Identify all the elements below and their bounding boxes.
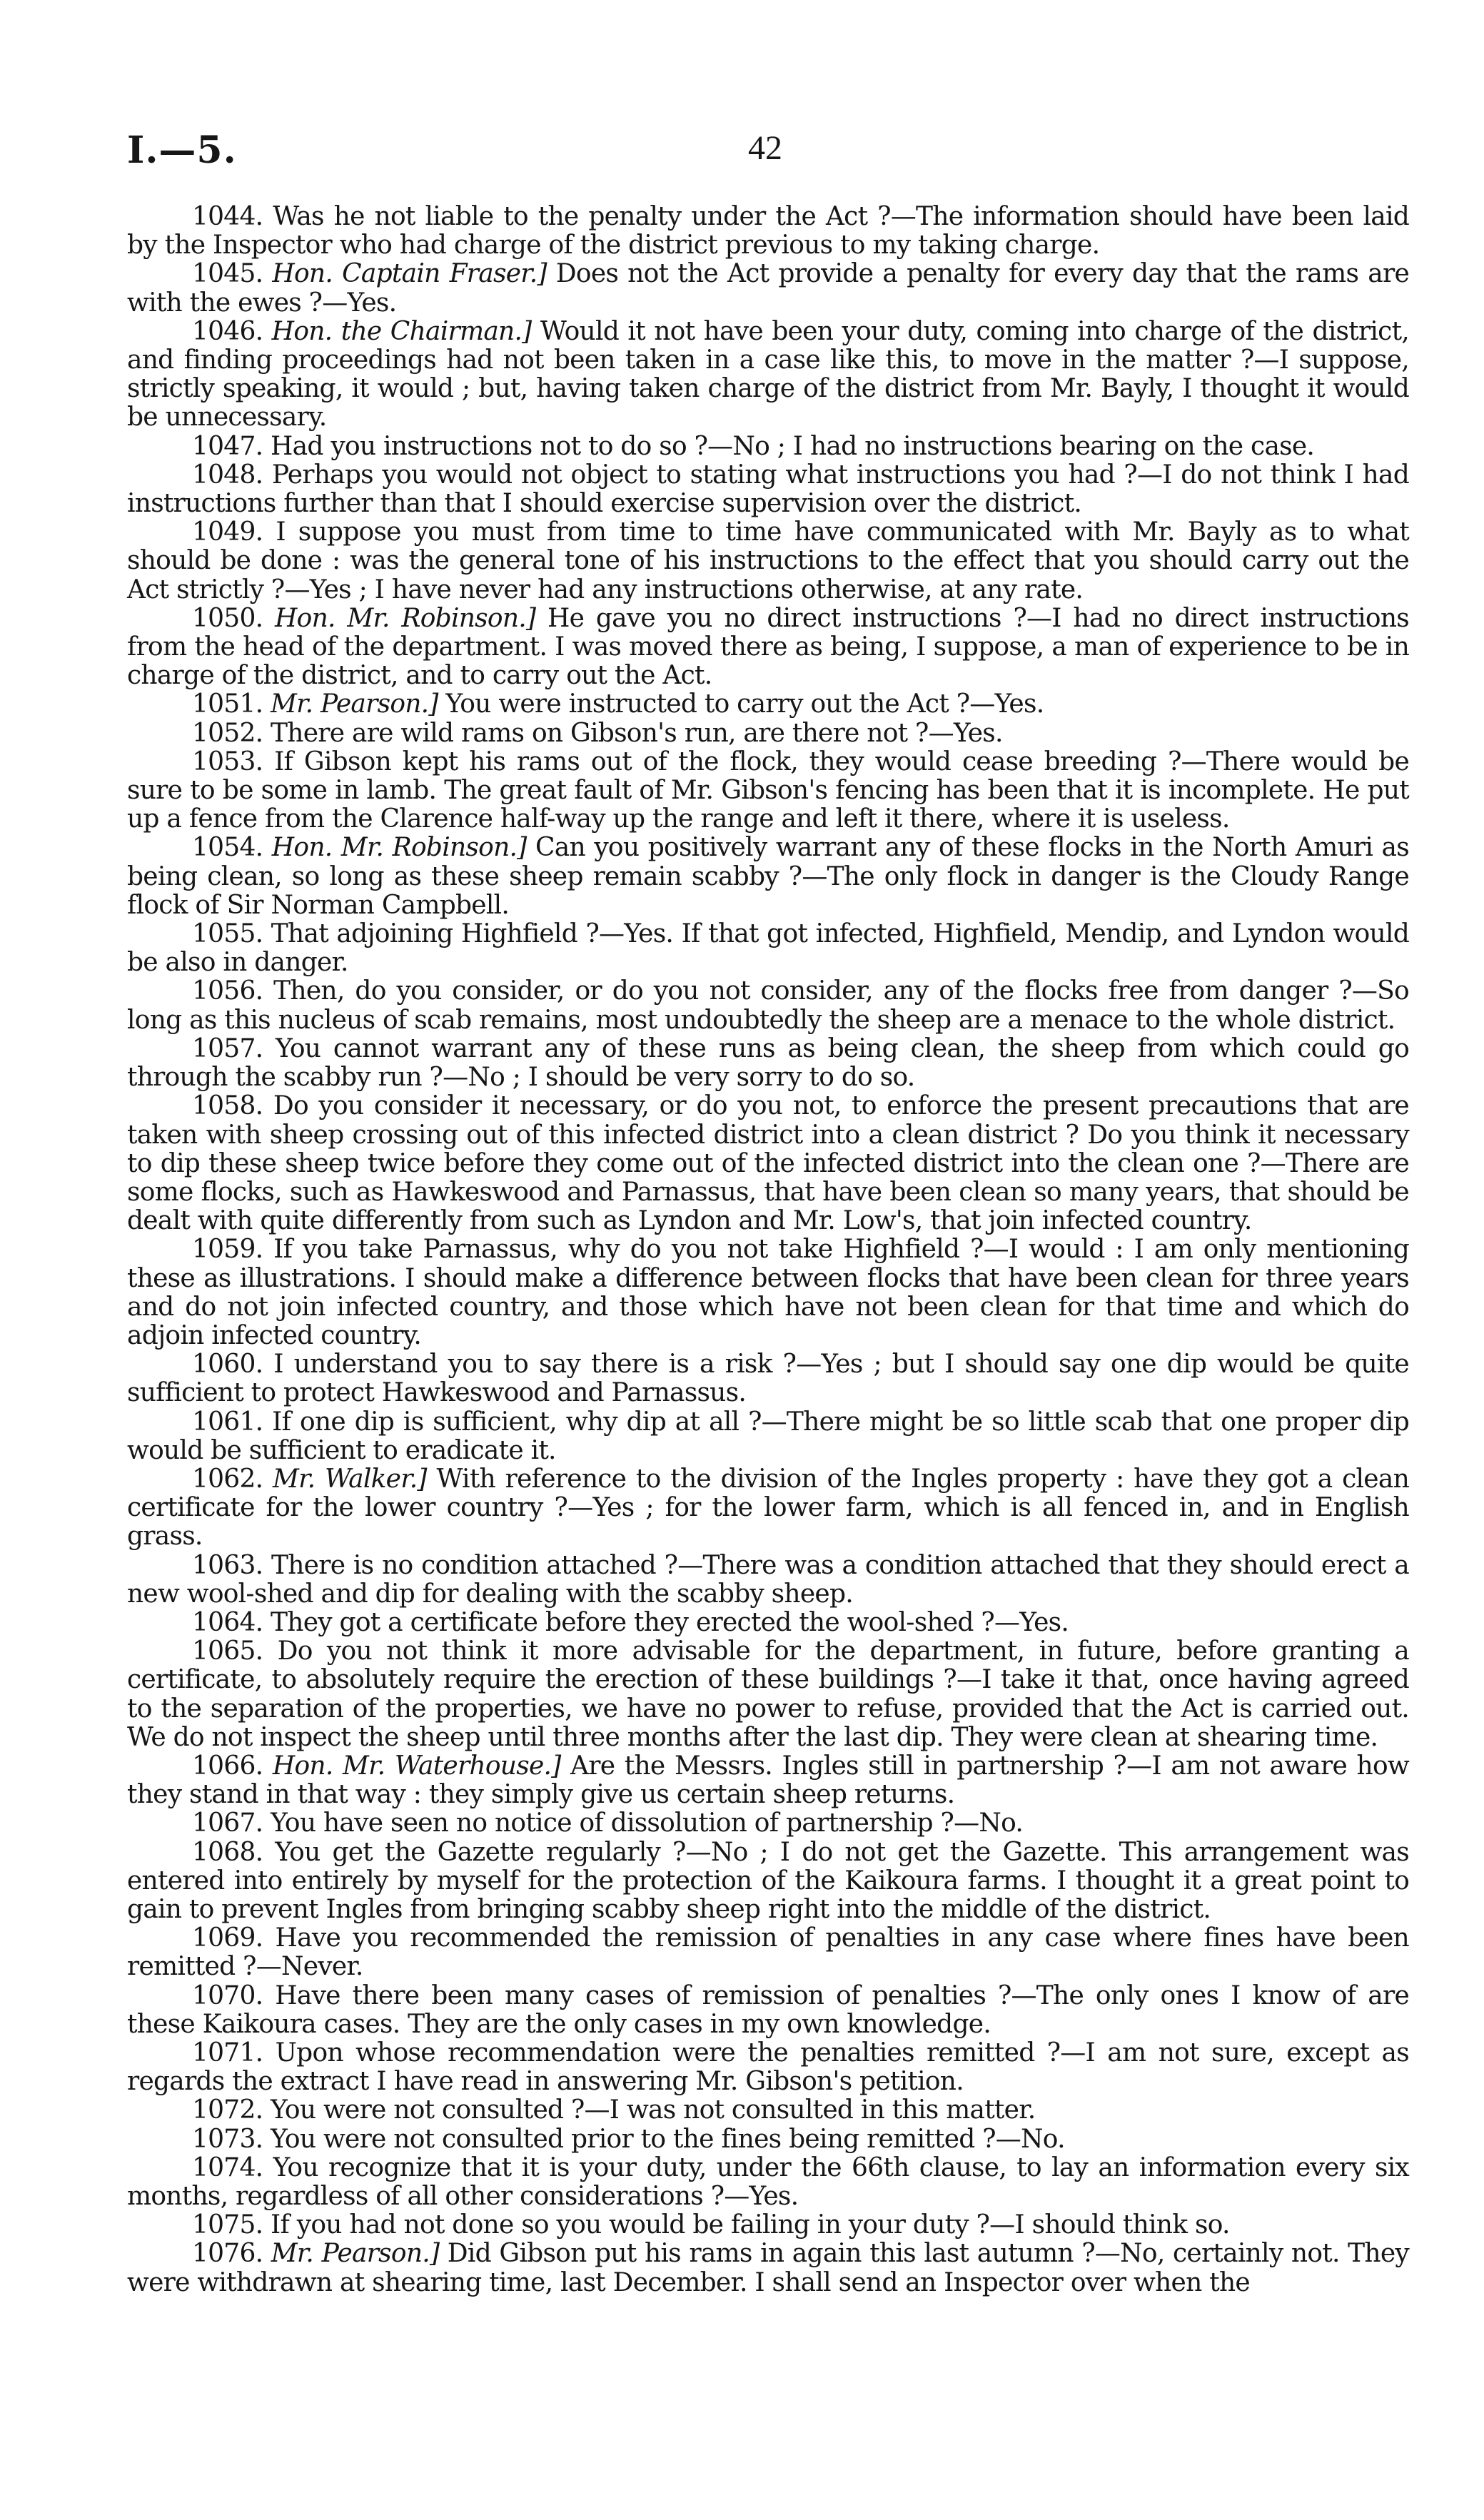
question-answer-text: You were instructed to carry out the Act ?—Yes. — [445, 689, 1044, 719]
question-number: 1045. — [192, 259, 263, 289]
question-number: 1051. — [192, 689, 263, 719]
question-answer-text: If Gibson kept his rams out of the flock, they would cease breeding ?—There would be sure to be some in lamb. The great fault of Mr. Gibson's fencing has been that it is incomplete. He put up a fence from the Clarence half-way up the range and left it there, where it is useless. — [127, 747, 1409, 834]
speaker-name: Hon. Captain Fraser.] — [272, 259, 547, 289]
question-answer-text: Do you not think it more advisable for the department, in future, before granting a certificate, to absolutely require the erection of these buildings ?—I take it that, once having agreed to the separation of the properties, we have no power to refuse, provided that the Act is carried out. We do not inspect the sheep until three months after the last dip. They were clean at shearing time. — [127, 1636, 1410, 1752]
question-number: 1076. — [192, 2239, 263, 2269]
evidence-entry — [127, 1235, 1409, 1350]
evidence-entry — [127, 461, 1409, 518]
evidence-entry — [127, 2125, 1409, 2154]
evidence-entry — [127, 1637, 1409, 1752]
question-answer-text: Perhaps you would not object to stating what instructions you had ?—I do not think I had instructions further than that I should exercise supervision over the district. — [127, 460, 1410, 519]
evidence-entry — [127, 1092, 1409, 1235]
evidence-entry — [127, 2039, 1409, 2096]
evidence-entry — [127, 1982, 1409, 2039]
evidence-entry — [127, 203, 1409, 260]
speaker-name: Hon. Mr. Waterhouse.] — [272, 1751, 561, 1781]
question-number: 1053. — [192, 747, 263, 776]
question-answer-text: There is no condition attached ?—There was a condition attached that they should erect a new wool-shed and dip for dealing with the scabby sheep. — [127, 1550, 1409, 1609]
evidence-entry — [127, 432, 1409, 461]
question-number: 1072. — [192, 2095, 263, 2125]
evidence-entry — [127, 1350, 1409, 1407]
evidence-entry — [127, 318, 1409, 432]
evidence-entry — [127, 2154, 1409, 2211]
evidence-entry — [127, 2240, 1409, 2297]
evidence-entry — [127, 834, 1409, 920]
question-answer-text: With reference to the division of the Ingles property : have they got a clean certificate for the lower country ?—Yes ; for the lower farm, which is all fenced in, and in English grass. — [127, 1464, 1410, 1552]
question-number: 1075. — [192, 2210, 263, 2240]
question-number: 1046. — [192, 316, 263, 346]
question-answer-text: You get the Gazette regularly ?—No ; I do not get the Gazette. This arrangement was entered into entirely by myself for the protection of the Kaikoura farms. I thought it a great point to gain to prevent Ingles from bringing scabby sheep right into the middle of the district. — [127, 1837, 1409, 1924]
question-answer-text: Have there been many cases of remission of penalties ?—The only ones I know of are these Kaikoura cases. They are the only cases in my own knowledge. — [127, 1980, 1409, 2039]
question-number: 1071. — [192, 2038, 263, 2068]
speaker-name: Hon. the Chairman.] — [271, 316, 532, 346]
question-answer-text: You cannot warrant any of these runs as being clean, the sheep from which could go through the scabby run ?—No ; I should be very sorry to do so. — [127, 1033, 1409, 1093]
question-answer-text: Does not the Act provide a penalty for every day that the rams are with the ewes ?—Yes. — [127, 259, 1409, 318]
question-number: 1062. — [192, 1464, 263, 1494]
speaker-name: Mr. Pearson.] — [271, 689, 438, 719]
question-answer-text: You were not consulted ?—I was not consulted in this matter. — [271, 2095, 1036, 2125]
question-number: 1066. — [192, 1751, 263, 1781]
question-number: 1058. — [192, 1091, 263, 1121]
evidence-entry — [127, 920, 1409, 977]
question-number: 1061. — [192, 1407, 263, 1437]
question-number: 1048. — [192, 460, 263, 490]
question-answer-text: Are the Messrs. Ingles still in partnership ?—I am not aware how they stand in that way : they simply give us certain sheep returns. — [127, 1751, 1409, 1810]
question-answer-text: I suppose you must from time to time have communicated with Mr. Bayly as to what should be done : was the general tone of his instructions to the effect that you should carry out the Act strictly ?—Yes ; I have never had any instructions otherwise, at any rate. — [127, 517, 1409, 604]
question-number: 1059. — [192, 1235, 263, 1265]
evidence-entry — [127, 1552, 1409, 1609]
question-number: 1057. — [192, 1033, 263, 1063]
question-answer-text: Upon whose recommendation were the penalties remitted ?—I am not sure, except as regards the extract I have read in answering Mr. Gibson's petition. — [127, 2038, 1409, 2097]
question-answer-text: He gave you no direct instructions ?—I had no direct instructions from the head of the department. I was moved there as being, I suppose, a man of experience to be in charge of the district, and to carry out the Act. — [127, 603, 1409, 691]
question-answer-text: Would it not have been your duty, coming into charge of the district, and finding proceedings had not been taken in a case like this, to move in the matter ?—I suppose, strictly speaking, it would ; but, having taken charge of the district from Mr. Bayly, I thought it would be unnecessary. — [127, 316, 1409, 432]
evidence-entry — [127, 977, 1409, 1034]
question-answer-text: Can you positively warrant any of these flocks in the North Amuri as being clean, so long as these sheep remain scabby ?—The only flock in danger is the Cloudy Range flock of Sir Norman Campbell. — [127, 833, 1409, 920]
question-answer-text: There are wild rams on Gibson's run, are there not ?—Yes. — [271, 718, 1003, 748]
evidence-entry — [127, 518, 1409, 604]
question-number: 1049. — [192, 517, 263, 547]
question-number: 1073. — [192, 2124, 263, 2154]
page-header — [127, 128, 1398, 178]
question-number: 1047. — [192, 431, 263, 461]
question-number: 1069. — [192, 1923, 263, 1953]
question-number: 1055. — [192, 919, 263, 949]
evidence-entry — [127, 2096, 1409, 2125]
question-number: 1050. — [192, 603, 263, 633]
page-number: 42 — [748, 129, 782, 167]
question-number: 1070. — [192, 1980, 263, 2010]
question-answer-text: Was he not liable to the penalty under the Act ?—The information should have been laid by the Inspector who had charge of the district previous to my taking charge. — [127, 202, 1409, 260]
evidence-entry — [127, 1752, 1409, 1809]
question-answer-text: You recognize that it is your duty, under the 66th clause, to lay an information every six months, regardless of all other considerations ?—Yes. — [127, 2152, 1409, 2212]
evidence-entry — [127, 2211, 1409, 2240]
evidence-entry — [127, 1609, 1409, 1637]
question-answer-text: Then, do you consider, or do you not consider, any of the flocks free from danger ?—So long as this nucleus of scab remains, most undoubtedly the sheep are a menace to the whole district. — [127, 976, 1409, 1035]
question-answer-text: Had you instructions not to do so ?—No ; I had no instructions bearing on the case. — [271, 431, 1315, 461]
question-number: 1064. — [192, 1607, 263, 1637]
question-number: 1060. — [192, 1350, 263, 1380]
evidence-entry — [127, 1809, 1409, 1838]
question-number: 1044. — [192, 202, 263, 231]
question-number: 1052. — [192, 718, 263, 748]
evidence-entry — [127, 260, 1409, 317]
question-answer-text: If one dip is sufficient, why dip at all ?—There might be so little scab that one proper dip would be sufficient to eradicate it. — [127, 1407, 1409, 1465]
evidence-entry — [127, 1838, 1409, 1925]
question-number: 1063. — [192, 1550, 263, 1580]
question-answer-text: Did Gibson put his rams in again this last autumn ?—No, certainly not. They were withdrawn at shearing time, last December. I shall send an Inspector over when the — [127, 2239, 1409, 2297]
question-number: 1065. — [192, 1636, 263, 1666]
question-number: 1074. — [192, 2152, 263, 2182]
evidence-entry — [127, 690, 1409, 719]
speaker-name: Mr. Pearson.] — [271, 2239, 440, 2269]
evidence-entry — [127, 1465, 1409, 1552]
question-answer-text: You have seen no notice of dissolution of partnership ?—No. — [271, 1808, 1024, 1838]
question-answer-text: If you had not done so you would be failing in your duty ?—I should think so. — [271, 2210, 1230, 2240]
evidence-entry — [127, 748, 1409, 834]
question-answer-text: If you take Parnassus, why do you not take Highfield ?—I would : I am only mentioning these as illustrations. I should make a difference between flocks that have been clean for three years and do not join infected country, and those which have not been clean for that time and which do adjoin infected country. — [127, 1235, 1409, 1350]
question-answer-text: Have you recommended the remission of penalties in any case where fines have been remitted ?—Never. — [127, 1923, 1409, 1982]
question-number: 1068. — [192, 1837, 263, 1867]
question-answer-text: Do you consider it necessary, or do you not, to enforce the present precautions that are taken with sheep crossing out of this infected district into a clean district ? Do you think it necessary to dip these sheep twice before they come out of the infected district into the clean one ?—There are some flocks, such as Hawkeswood and Parnassus, that have been clean so many years, that should be dealt with quite differently from such as Lyndon and Mr. Low's, that join infected country. — [127, 1091, 1409, 1236]
question-number: 1067. — [192, 1808, 263, 1838]
evidence-entry — [127, 1924, 1409, 1981]
document-reference: I.—5. — [127, 128, 237, 172]
evidence-entry — [127, 1408, 1409, 1465]
evidence-entry — [127, 1035, 1409, 1092]
evidence-entry — [127, 719, 1409, 748]
question-number: 1054. — [192, 833, 263, 863]
speaker-name: Mr. Walker.] — [273, 1464, 427, 1494]
question-answer-text: That adjoining Highfield ?—Yes. If that got infected, Highfield, Mendip, and Lyndon would be also in danger. — [127, 919, 1409, 978]
speaker-name: Hon. Mr. Robinson.] — [275, 603, 536, 633]
evidence-body — [127, 203, 1409, 2297]
evidence-entry — [127, 604, 1409, 691]
question-answer-text: I understand you to say there is a risk ?—Yes ; but I should say one dip would be quite sufficient to protect Hawkeswood and Parnassus. — [127, 1350, 1409, 1408]
question-answer-text: You were not consulted prior to the fines being remitted ?—No. — [271, 2124, 1065, 2154]
question-number: 1056. — [192, 976, 263, 1006]
question-answer-text: They got a certificate before they erected the wool-shed ?—Yes. — [271, 1607, 1069, 1637]
speaker-name: Hon. Mr. Robinson.] — [271, 833, 527, 863]
